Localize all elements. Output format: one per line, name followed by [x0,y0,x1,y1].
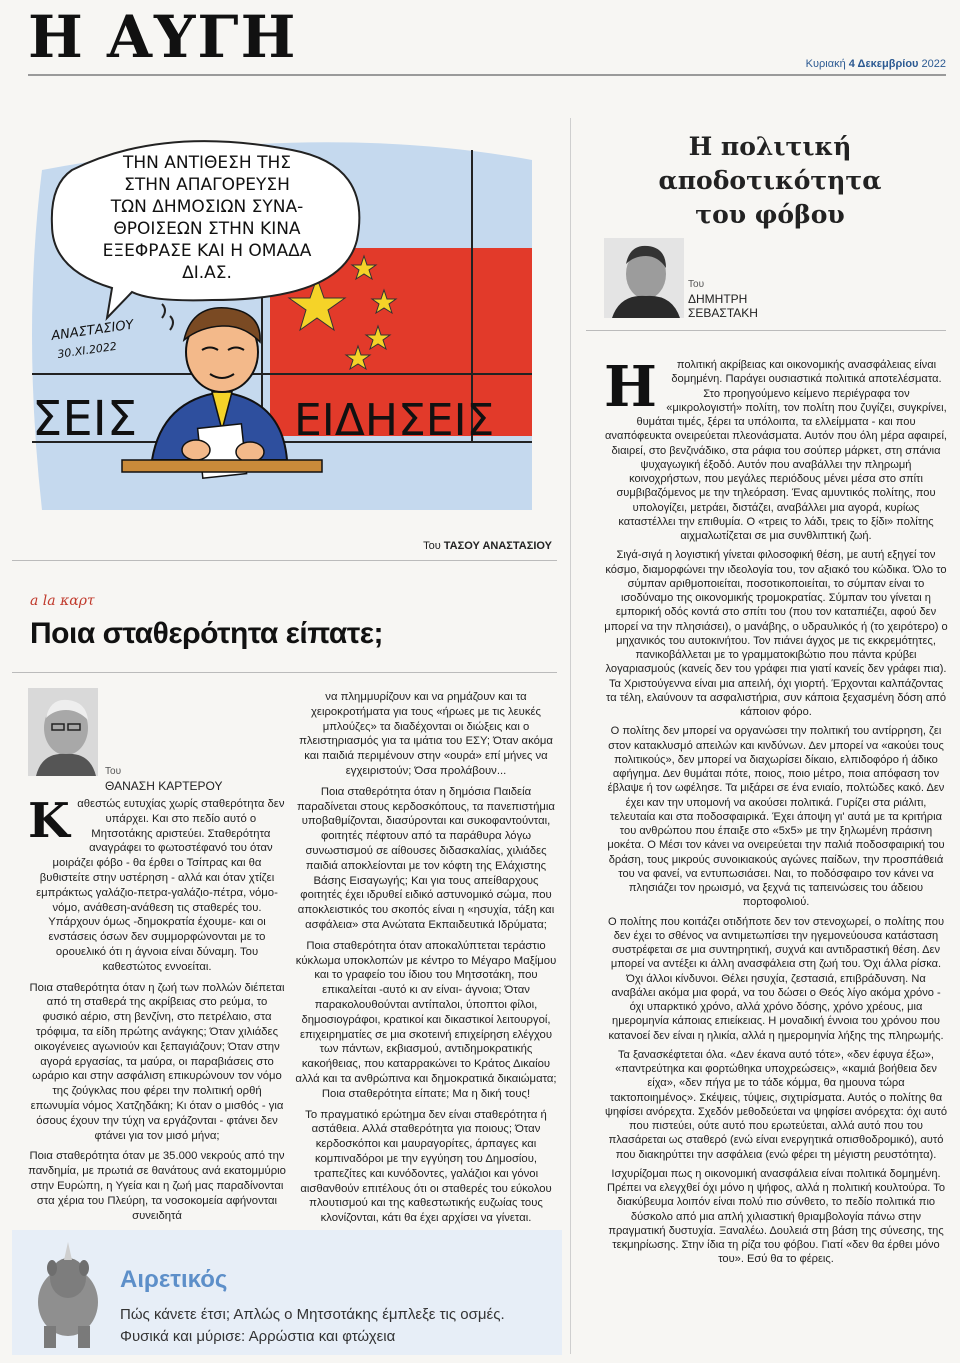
paragraph: Ο πολίτης δεν μπορεί να οργανώσει την πολιτική του αντίρρηση, ζει στον κατακλυσμό απειλών και κινδύνων. Δεν μπορεί να «ακούει τους πολιτικούς», δεν μπορεί να διαχωρίσει δίκαιο, ελπιδοφόρο ή άδικο αφήγημα. Δεν θυμάται πότε, ποιος, ποιο μέτρο, ποια απόφαση τον έβλαψε ή τον ωφέλησε. Τα μιξάρει σε ένα ενιαίο, πολτώδες κακό. Δεν έχει καν την υπομονή να ακούσει πολιτικά. Γυρίζει στα ριάλιτι, τελευταία και στα ποδοσφαιρικά. Έχει άποψη γι' αυτά με τα κριτήρια του ανθρώπου που έπαιξε στο «5x5» με την ξηλωμένη πράσινη μοκέτα. Ο Μέσι τον κάνει να ονειρεύεται την παλιά ποδοσφαιρική του δράση, τους μικρούς συνοικιακούς αγώνες παίδων, την προσπάθειά του να φανεί, να εντυπωσιάσει. Ναι, το ποδόσφαιρο τον κάνει να πλησιάζει τον ηρωισμό, να ξεχνά τις ταπεινώσεις του άδειου πορτοφολιού. [607,725,945,909]
paragraph: Ποια σταθερότητα όταν η δημόσια Παιδεία παραδίνεται στους κερδοσκόπους, τα πανεπιστήμια υποβαθμίζονται, διασύρονται και συκοφαντούνται, φοιτητές πέφτουν από τα παράθυρα λόγω συνωστισμού σε αίθουσες διδασκαλίας, χιλιάδες παιδιά αποκλείονται με τον κόφτη της Ελάχιστης Βάσης Εισαγωγής; Και για τους απείθαρχους φοιτητές έχει ιδρυθεί ειδικό αστυνομικό σώμα, που αποκλειστικός του σκοπός είναι η «ησυχία, τάξη και ασφάλεια» στα Ανώτατα Εκπαιδευτικά Ιδρύματα; [297,785,555,931]
editorial-cartoon [12,130,552,530]
masthead-rule [28,74,946,76]
paragraph: Το πραγματικό ερώτημα δεν είναι σταθερότητα ή αστάθεια. Αλλά σταθερότητα για ποιους; Όταν κερδοσκόποι και μαυραγορίτες, άρπαγες και κομπιναδόροι με την εγγύηση του Δημοσίου, τραπεζίτες και κυνόδοντες, γαλάζιοι και γόνοι αισθανθούν επιτέλους ότι οι σταθερές του εύκολου πλουτισμού και της καθεστωτικής ευζωίας τους κλονίζονται, κάτι θα έχει αρχίσει να γίνεται. [300,1108,552,1225]
headline-rule [12,672,557,673]
paragraph: Τα ξανασκέφτεται όλα. «Δεν έκανα αυτό τότε», «δεν έφυγα έξω», «παντρεύτηκα και φορτώθηκα υποχρεώσεις», «καμιά βοήθεια δεν είχα», «δεν πήγα με το τάδε κόμμα, θα ημουνα τώρα τακτοποιημένος». Σκέψεις, τύψεις, σιχτιρίσματα. Αυτός ο πολίτης θα ψηφίσει ανόρεχτα. Σχεδόν μεθοδεύεται να ψηφίσει ανόρεχτα: όχι αυτό που πιστεύει, ούτε αυτό που ερωτεύεται, αλλά αυτό που του πλασάρεται ως σταθερό (ενώ είναι ενεργητικά οπισθοδρομικό), αυτό που διακηρύττει την ασφάλεια (ενώ φέρει τη μέγιστη ρευστότητα). [604,1048,948,1161]
speech-line: ΘΡΟΙΣΕΩΝ ΣΤΗΝ ΚΙΝΑ [113,219,301,239]
paragraph: Ποια σταθερότητα όταν η ζωή των πολλών διέπεται από τη σταθερά της ακρίβειας στο ρεύμα, το φυσικό αέριο, στη βενζίνη, στο πετρέλαιο, στα τρόφιμα, τα είδη πρώτης ανάγκης; Όταν χιλιάδες οικογένειες αγωνιούν και ξεπαγιάζουν; Όταν στην αγορά εργασίας, τα μαύρα, οι παραβιάσεις στο ωράριο και στην ασφάλιση επικυρώνουν τον νόμο της ζούγκλας που φέρει την πολιτική ορθή επωνυμία νόμος Χατζηδάκη; Κι όταν ο μισθός - για όσους έχουν την τύχη να εργάζονται - φτάνει δεν φτάνει για τον μισό μήνα; [29,981,285,1142]
byline-rule [586,330,946,331]
paragraph: να πλημμυρίζουν και να ρημάζουν και τα χειροκροτήματα για τους «ήρωες με τις λευκές μπλούζες» τα διαδέχονται οι διώξεις και ο πλειστηριασμός για τα ιμάτια του ΕΣΥ; Όταν ακόμα και παιδιά περιμένουν στην «ουρά» επί μήνες να εγχειριστούν; Όσα προλάβουν... [299,691,553,777]
right-author-byline: Του ΔΗΜΗΤΡΗ ΣΕΒΑΣΤΑΚΗ [688,279,758,320]
right-article-headline: Η πολιτική αποδοτικότητα του φόβου [658,132,882,229]
issue-date: Κυριακή 4 Δεκεμβρίου 2022 [805,58,946,70]
column-kicker: a la καρτ [30,593,95,609]
masthead: Η ΑΥΓΗ [28,3,298,71]
speech-line: ΤΩΝ ΔΗΜΟΣΙΩΝ ΣΥΝΑ- [110,197,304,217]
cartoon-credit: Του ΤΑΣΟΥ ΑΝΑΣΤΑΣΙΟΥ [423,540,552,552]
signature-date: 30.XI.2022 [56,339,118,361]
paragraph: Ο πολίτης που κοιτάζει οτιδήποτε δεν τον στενοχωρεί, ο πολίτης που δεν έχει το σθένος να αντιμετωπίσει την ηγεμονεύουσα κατάσταση συστρέφεται σε μια συντηρητική, συχνά και αντιδραστική θέση. Δεν μπορεί να αντέξει κι άλλη ανασφάλεια στη ζωή του. Όχι άλλα ρίσκα. Όχι άλλοι κίνδυνοι. Θέλει ησυχία, ζεστασιά, επιβράδυνση. Να αναβάλει ακόμα μια φορά, να του δώσει ο Θεός λίγο ακόμα χρόνο - όχι υπαρκτικό χρόνο, αλλά χρόνο δόσης, χρόνο χρέους, μια ημερομηνία κάποιας επιείκειας. Η μοναδική έννοια του χρόνου που κατανοεί δεν είναι η ηλικία, αλλά η ημερομηνία λήξης της πληρωμής. [607,915,945,1042]
author-photo-sevastakis [604,238,684,318]
left-article-column-1: Καθεστώς ευτυχίας χωρίς σταθερότητα δεν υπάρχει. Και στο πεδίο αυτό ο Μητσοτάκης αριστεύει. Σταθερότητα αναγράφει το φωτοστέφανό του όταν μοιράζει φόβο - θα έρθει ο Τσίπρας και θα βυθιστείτε στην υστέρηση - αλλά και όταν χτίζει εμπράκτως γαλάζιο-πετρα-γαλάζιο-πέτρα, νόμο-νόμο, ανάθεση-ανάθεση τις σταθερές του. Υπάρχουν όμως -δημοκρατία έχουμε- και οι ενστάσεις όσων δεν συμμορφώνονται με το ορουελικό ότι η άγνοια είναι δύναμη. Του καθεστώτος εννοείται. Ποια σταθερότητα όταν η ζωή των πολλών διέπεται από τη σταθερά της ακρίβειας στο ρεύμα, το φυσικό αέριο, στη βενζίνη, στο πετρέλαιο, στα τρόφιμα, τα είδη πρώτης ανάγκης; Όταν χιλιάδες οικογένειες αγωνιούν και ξεπαγιάζουν; Όταν στην αγορά εργασίας, τα μαύρα, οι παραβιάσεις στο ωράριο και στην ασφάλιση επικυρώνουν τον νόμο της ζούγκλας που φέρει την πολιτική ορθή επωνυμία νόμος Χατζηδάκη; Κι όταν ο μισθός - για όσους έχουν την τύχη να εργάζονται - φτάνει δεν φτάνει για τον μισό μήνα; Ποια σταθερότητα όταν με 35.000 νεκρούς από την πανδημία, με πρωτιά σε θανάτους ανά εκατομμύριο στην Ευρώπη, η Υγεία και η ζωή μας παραδίνονται στα χέρια του Πλεύρη, τα νοσοκομεία αφήνονται συνειδητά [28,793,286,1222]
speech-line: ΣΤΗΝ ΑΠΑΓΟΡΕΥΣΗ [124,175,290,195]
author-photo-karteros [28,688,98,776]
column-separator [570,118,571,1354]
banner-left-text: ΣΕΙΣ [32,391,138,447]
banner-right-text: ΕΙΔΗΣΕΙΣ [294,395,495,446]
heretic-title: Αιρετικός [120,1266,228,1293]
right-article-body: Η πολιτική ακρίβειας και οικονομικής ανασφάλειας είναι δομημένη. Παράγει ουσιαστικά πολιτικά αποτελέσματα. Στο προηγούμενο κείμενο περιέγραφα τον «μικρολογιστή» πολίτη, τον πολίτη που ζυγίζει, συγκρίνει, θυμάται τιμές, ξέρει τα υπόλοιπα, τα ελλείμματα - και που αναπόφευκτα ονειρεύεται πλεονάσματα. Αυτόν που όλη μέρα αφαιρεί, διαιρεί, στο βενζινάδικο, στα ράφια του σούπερ μάρκετ, στη σπάνια ψυχαγωγική έξοδό. Αυτόν που αναβάλλει την πληρωμή κοινοχρήστων, που μεγάλες περιόδους μένει μέσα στο σπίτι συμβιβαζόμενος με την τηλεόραση. Ένας αμυντικός πολίτης, που υπολογίζει, μετράει, διστάζει, αναβάλλει μια αγορά, κυρίως καταστέλλει την επιθυμία. Ο «τρεις το λάδι, τρεις το ξίδι» πολίτης αιχμαλωτίζεται σε μια συνθλιπτική ζωή. Σιγά-σιγά η λογιστική γίνεται φιλοσοφική θέση, με αυτή εξηγεί τον κόσμο, διαμορφώνει την ιδεολογία του, τον αξιακό του κώδικα. Όλο το σύμπαν αριθμοποιείται, ποσοτικοποιείται, το σύμπαν είναι το ισοδύναμο της οικονομικής τρομοκρατίας. Σύμπαν του γίνεται η εμπορική οδός κοντά στο σπίτι του (που τον καταπιέζει, αφού δεν μπορεί να την πλησιάσει), ο μανάβης, ο υδραυλικός ή (το χειρότερο) ο μηχανικός του αυτοκινήτου. Τον πιάνει άγχος με τις εκκρεμότητες, πανικοβάλλεται με το γραμματοκιβώτιο που πάντα κρύβει λογαριασμούς (κανείς δεν του γράφει πια γιατί κανείς δεν γράφει πια). Τα Χριστούγεννα είναι μια απειλή, όχι γιορτή. Έρχονται καλπάζοντας τα τέλη, ελαύνουν τα ασφαλιστήρια, συν κάποια ξεχασμένη δόση από κάποιον φόρο. Ο πολίτης δεν μπορεί να οργανώσει την πολιτική του αντίρρηση, ζει στον κατακλυσμό απειλών και κινδύνων. Δεν μπορεί να «ακούει τους πολιτικούς», δεν μπορεί να διαχωρίσει δίκαιο, ελπιδοφόρο ή άδικο αφήγημα. Δεν θυμάται πότε, ποιος, ποιο μέτρο, ποια απόφαση τον έβλαψε ή τον ωφέλησε. Τα μιξάρει σε ένα ενιαίο, πολτώδες κακό. Δεν έχει καν την υπομονή να ακούσει πολιτικά. Γυρίζει στα ριάλιτι, τελευταία και στα ποδοσφαιρικά. Έχει άποψη γι' αυτά με τα κριτήρια του ανθρώπου που έπαιξε στο «5x5» με την ξηλωμένη πράσινη μοκέτα. Ο Μέσι τον κάνει να ονειρεύεται την παλιά ποδοσφαιρική του δράση, τους μικρούς συνοικιακούς αγώνες παίδων, την προσπάθειά του να φανεί, να εντυπωσιάσει. Ναι, το ποδόσφαιρο τον κάνει να πλησιάζει τον ηρωισμό, να ξεχνά τις ταπεινώσεις του άδειου πορτοφολιού. Ο πολίτης που κοιτάζει οτιδήποτε δεν τον στενοχωρεί, ο πολίτης που δεν έχει το σθένος να αντιμετωπίσει την ηγεμονεύουσα κατάσταση συστρέφεται σε μια συντηρητική, συχνά και αντιδραστική θέση. Δεν μπορεί να αντέξει κι άλλη ανασφάλεια στη ζωή του. Όχι άλλα ρίσκα. Όχι άλλοι κίνδυνοι. Θέλει ησυχία, ζεστασιά, επιβράδυνση. Να αναβάλει ακόμα μια φορά, να του δώσει ο Θεός λίγο ακόμα χρόνο - όχι υπαρκτικό χρόνο, αλλά χρόνο δόσης, χρόνο χρέους, μια ημερομηνία κάποιας επιείκειας. Η μοναδική έννοια του χρόνου που κατανοεί δεν είναι η ηλικία, αλλά η ημερομηνία λήξης της πληρωμής. Τα ξανασκέφτεται όλα. «Δεν έκανα αυτό τότε», «δεν έφυγα έξω», «παντρεύτηκα και φορτώθηκα υποχρεώσεις», «καμιά βοήθεια δεν είχα», «δεν πήγα με το τάδε κόμμα, θα ημουνα τώρα τακτοποιημένος». Σκέψεις, τύψεις, σιχτιρίσματα. Αυτός ο πολίτης θα ψηφίσει ανόρεχτα. Σχεδόν μεθοδεύεται να ψηφίσει ανόρεχτα: όχι αυτό που πιστεύει, ούτε αυτό που ερωτεύεται, αλλά αυτό που του πλασάρεται ως σταθερό (ενώ είναι ενεργητικά οπισθοδρομικό), αυτό που διακηρύττει την ασφάλεια (ενώ φέρει τη μέγιστη ρευστότητα). Ισχυρίζομαι πως η οικονομική ανασφάλεια είναι πολιτικά δομημένη. Πρέπει να ελεγχθεί όχι μόνο η ψήφος, αλλά η πολιτική κουλτούρα. Το διακύβευμα λοιπόν είναι πολύ πιο σύνθετο, το πεδίο πολιτικά πιο δύσκολο από μια απλή χιλιαστική θριαμβολογία πάνω στην πραγματική δυστυχία. Ξαναλέω. Δουλειά στη βάση της σύνεσης, της τεκμηρίωσης. Στην ίδια τη ρίζα του φόβου. Γιατί «δεν θα έρθει μόνο του». Εσύ θα το φέρεις. [604,354,948,1266]
speech-line: ΕΞΕΦΡΑΣΕ ΚΑΙ Η ΟΜΑΔΑ [102,241,312,261]
dropcap: Η [604,354,657,420]
paragraph: Ποια σταθερότητα όταν αποκαλύπτεται τεράστιο κύκλωμα υποκλοπών με κέντρο το Μέγαρο Μαξίμου και το γραφείο του ίδιου του Μητσοτάκη, που επικαλείται -αυτό κι αν είναι- άγνοια; Όταν παρακολουθούνται αντίπαλοι, ύποπτοι φίλοι, δημοσιογράφοι, κρατικοί και δικαστικοί λειτουργοί, επιχειρηματίες σε μια σκοτεινή επιχείρηση ελέγχου των πάντων, εκβιασμού, αντιδημοκρατικής κακοήθειας, που καταρρακώνει το Κράτος Δικαίου αλλά και τα ανθρώπινα και δημοκρατικά δικαιώματα; Ποια σταθερότητα είπατε; Μα η δική τους! [295,939,557,1100]
paragraph: Ισχυρίζομαι πως η οικονομική ανασφάλεια είναι πολιτικά δομημένη. Πρέπει να ελεγχθεί όχι μόνο η ψήφος, αλλά η πολιτική κουλτούρα. Το διακύβευμα λοιπόν είναι πολύ πιο σύνθετο, το πεδίο πολιτικά πιο δύσκολο από μια απλή χιλιαστική θριαμβολογία πάνω στην πραγματική δυστυχία. Ξαναλέω. Δουλειά στη βάση της σύνεσης, της τεκμηρίωσης. Στην ίδια τη ρίζα του φόβου. Γιατί «δεν θα έρθει μόνο του». Εσύ θα το φέρεις. [606,1167,945,1266]
speech-line: ΤΗΝ ΑΝΤΙΘΕΣΗ ΤΗΣ [123,153,291,173]
rhino-icon [18,1240,113,1350]
left-article-headline: Ποια σταθερότητα είπατε; [30,617,383,650]
cartoonist-signature: ΑΝΑΣΤΑΣΙΟΥ [50,317,135,344]
speech-line: ΔΙ.ΑΣ. [182,263,232,283]
left-author-byline: Του ΘΑΝΑΣΗ ΚΑΡΤΕΡΟΥ [105,766,223,793]
paragraph: Σιγά-σιγά η λογιστική γίνεται φιλοσοφική θέση, με αυτή εξηγεί τον κόσμο, διαμορφώνει την ιδεολογία του, τον αξιακό του κώδικα. Όλο το σύμπαν αριθμοποιείται, ποσοτικοποιείται, το σύμπαν είναι το ισοδύναμο της οικονομικής τρομοκρατίας. Σύμπαν του γίνεται η εμπορική οδός κοντά στο σπίτι του (που τον καταπιέζει, αφού δεν μπορεί να την πλησιάσει), ο μανάβης, ο υδραυλικός ή (το χειρότερο) ο μηχανικός του αυτοκινήτου. Τον πιάνει άγχος με τις εκκρεμότητες, πανικοβάλλεται με το γραμματοκιβώτιο που πάντα κρύβει λογαριασμούς (κανείς δεν του γράφει πια γιατί κανείς δεν γράφει πια). Τα Χριστούγεννα είναι μια απειλή, όχι γιορτή. Έρχονται καλπάζοντας τα τέλη, ελαύνουν τα ασφαλιστήρια, συν κάποια ξεχασμένη δόση από κάποιον φόρο. [604,549,948,718]
paragraph: Ποια σταθερότητα όταν με 35.000 νεκρούς από την πανδημία, με πρωτιά σε θανάτους ανά εκατομμύριο στην Ευρώπη, η Υγεία και η ζωή μας παραδίνονται στα χέρια του Πλεύρη, τα νοσοκομεία αφήνονται συνειδητά [28,1150,286,1222]
section-divider [12,560,557,561]
left-article-column-2 [295,690,557,1282]
heretic-text: Πώς κάνετε έτσι; Απλώς ο Μητσοτάκης έμπλεξε τις οσμές. Φυσικά και μύρισε: Αρρώστια και φτώχεια [120,1306,505,1345]
dropcap: Κ [28,793,70,849]
